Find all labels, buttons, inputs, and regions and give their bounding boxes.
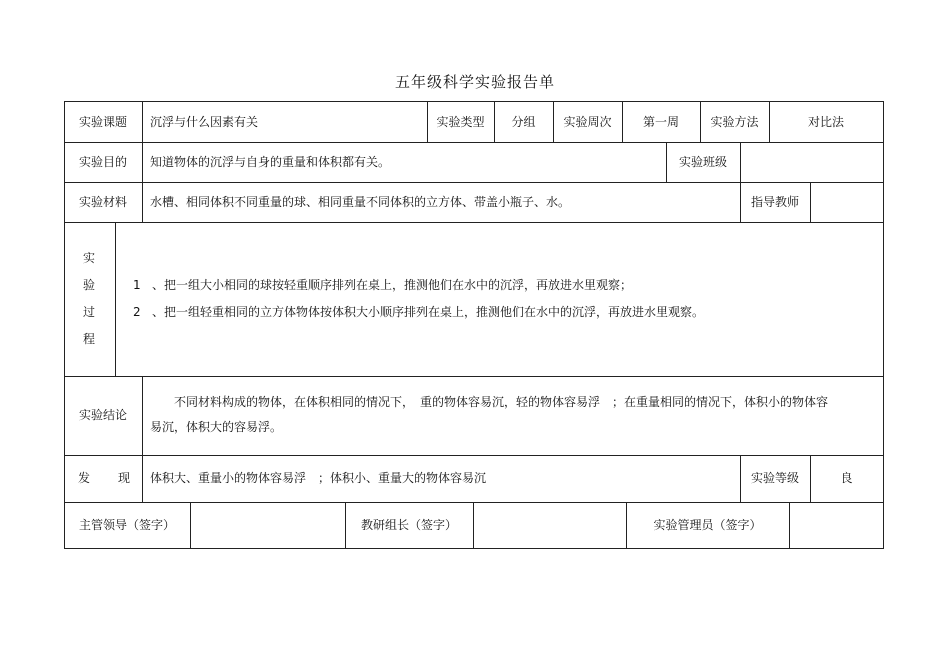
method-value: 对比法 [807, 115, 844, 129]
process-step-number: 1 [133, 278, 141, 292]
process-step-number: 2 [133, 305, 141, 319]
cell-divider [142, 142, 143, 182]
process-label-char: 验 [82, 278, 95, 292]
row-border [64, 142, 884, 143]
cell-divider [142, 455, 143, 502]
row-border [64, 101, 884, 102]
row-border [64, 548, 884, 549]
process-label-char: 过 [82, 305, 95, 319]
process-label-char: 程 [82, 332, 95, 346]
row-border [64, 502, 884, 503]
leader-signature-field[interactable] [190, 517, 345, 533]
goal-value: 知道物体的沉浮与自身的重量和体积都有关。 [150, 155, 391, 169]
method-label: 实验方法 [710, 115, 759, 129]
admin-signature-field[interactable] [789, 517, 883, 533]
process-label-char: 实 [82, 251, 95, 265]
page-title: 五年级科学实验报告单 [394, 73, 555, 91]
topic-label: 实验课题 [78, 115, 127, 129]
week-label: 实验周次 [563, 115, 612, 129]
discovery-label-char: 现 [118, 471, 131, 485]
teacher-label: 指导教师 [750, 195, 799, 209]
discovery-value: 体积大、重量小的物体容易浮 ；体积小、重量大的物体容易沉 [150, 471, 487, 485]
process-step-text: 、把一组大小相同的球按轻重顺序排列在桌上，推测他们在水中的沉浮，再放进水里观察； [152, 278, 633, 292]
grade-label: 实验等级 [750, 471, 799, 485]
row-border [64, 376, 884, 377]
conclusion-line: 不同材料构成的物体，在体积相同的情况下， 重的物体容易沉，轻的物体容易浮 ；在重量相同的情况下，体积小的物体容 [174, 395, 829, 409]
process-step-text: 、把一组轻重相同的立方体物体按体积大小顺序排列在桌上，推测他们在水中的沉浮，再放进水里观察。 [152, 305, 705, 319]
admin-signature-label: 实验管理员（签字） [653, 518, 762, 532]
row-border [64, 455, 884, 456]
cell-divider [810, 182, 811, 222]
type-value: 分组 [511, 115, 536, 129]
leader-signature-label: 主管领导（签字） [78, 518, 175, 532]
class-label: 实验班级 [678, 155, 727, 169]
material-label: 实验材料 [78, 195, 127, 209]
topic-value: 沉浮与什么因素有关 [150, 115, 259, 129]
process-label [64, 245, 114, 353]
material-value: 水槽、相同体积不同重量的球、相同重量不同体积的立方体、带盖小瓶子、水。 [150, 195, 571, 209]
row-border [64, 222, 884, 223]
cell-divider [115, 222, 116, 376]
cell-divider [142, 101, 143, 142]
type-label: 实验类型 [436, 115, 485, 129]
grade-value: 良 [840, 471, 853, 485]
conclusion-label: 实验结论 [78, 408, 127, 422]
table-border-right [883, 101, 884, 549]
conclusion-line: 易沉，体积大的容易浮。 [150, 420, 283, 434]
research-signature-field[interactable] [473, 517, 626, 533]
discovery-label-char: 发 [78, 471, 91, 485]
cell-divider [142, 182, 143, 222]
row-border [64, 182, 884, 183]
week-value: 第一周 [642, 115, 679, 129]
cell-divider [740, 142, 741, 182]
cell-divider [142, 376, 143, 455]
goal-label: 实验目的 [78, 155, 127, 169]
research-signature-label: 教研组长（签字） [360, 518, 457, 532]
